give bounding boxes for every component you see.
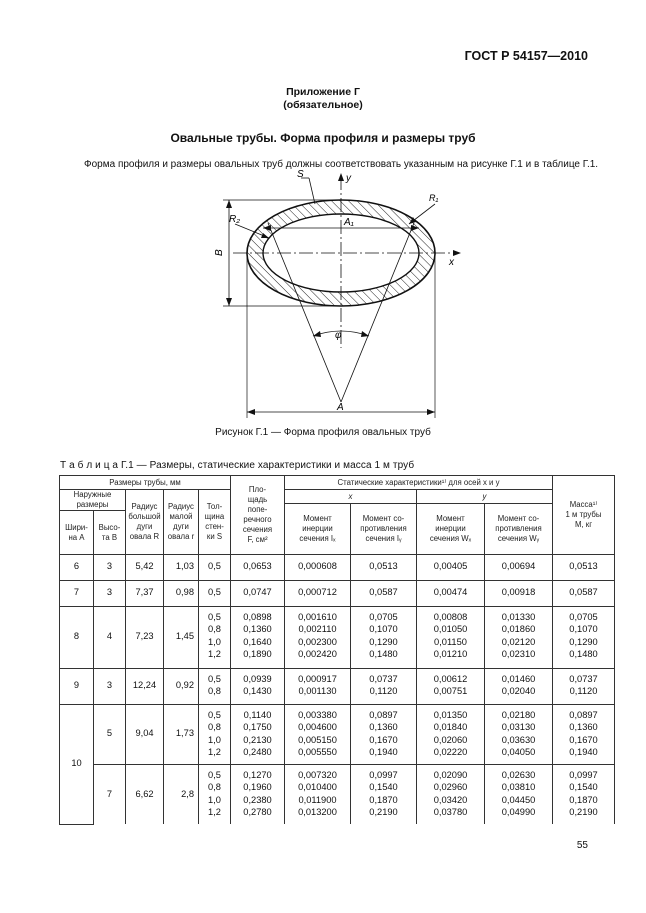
header-height: Высо- та B: [94, 511, 126, 555]
table-cell: 9: [60, 669, 94, 705]
header-ix: Момент инерции сечения Iₓ: [285, 504, 351, 555]
label-s: S: [297, 169, 304, 180]
table-cell: 0,0897 0,1360 0,1670 0,1940: [351, 705, 417, 765]
table-cell: 0,000608: [285, 555, 351, 581]
header-width: Шири- на A: [60, 511, 94, 555]
header-radius-big: Радиус большой дуги овала R: [126, 490, 164, 555]
figure-drawing-element: [247, 409, 255, 415]
table-cell: 0,1140 0,1750 0,2130 0,2480: [231, 705, 285, 765]
figure-drawing-element: [226, 200, 232, 208]
header-wy: Момент со- противления сечения Wᵧ: [485, 504, 553, 555]
table-cell: 0,00474: [417, 581, 485, 607]
table-cell: 8: [60, 607, 94, 669]
table-cell: 1,45: [164, 607, 199, 669]
table-cell: 0,00808 0,01050 0,01150 0,01210: [417, 607, 485, 669]
table-cell: 5,42: [126, 555, 164, 581]
table-cell: 0,000917 0,001130: [285, 669, 351, 705]
table-cell: 0,0997 0,1540 0,1870 0,2190: [351, 765, 417, 825]
label-x: x: [449, 257, 454, 268]
table-cell: 7,37: [126, 581, 164, 607]
table-cell: 0,1270 0,1960 0,2380 0,2780: [231, 765, 285, 825]
table-row: [60, 581, 615, 607]
table-cell: 0,92: [164, 669, 199, 705]
table-cell: 0,0513: [351, 555, 417, 581]
table-cell: 0,5 0,8 1,0 1,2: [199, 765, 231, 825]
table-cell: 5: [94, 705, 126, 765]
table-cell: 0,5: [199, 581, 231, 607]
table-row: [60, 555, 615, 581]
table-cell: 0,00405: [417, 555, 485, 581]
label-phi: φ: [335, 330, 342, 341]
header-thickness: Тол- щина стен- ки S: [199, 490, 231, 555]
header-static: Статические характеристики¹⁾ для осей x и y: [285, 476, 553, 490]
header-area: Пло- щадь попе- речного сечения F, см²: [231, 476, 285, 555]
table-cell: 3: [94, 669, 126, 705]
table-cell: 2,8: [164, 765, 199, 825]
table-cell: 7: [60, 581, 94, 607]
table-cell: 0,5 0,8 1,0 1,2: [199, 607, 231, 669]
table-cell: 1,03: [164, 555, 199, 581]
label-r1: R₁: [429, 193, 439, 203]
table-cell: 0,0513: [553, 555, 615, 581]
label-y: y: [346, 173, 351, 184]
table-cell: 0,02630 0,03810 0,04450 0,04990: [485, 765, 553, 825]
label-a1: A₁: [344, 217, 354, 228]
table-cell: 3: [94, 555, 126, 581]
table-cell: 0,0705 0,1070 0,1290 0,1480: [553, 607, 615, 669]
table-cell: 4: [94, 607, 126, 669]
table-row: [60, 669, 615, 705]
figure-drawing-element: [338, 173, 344, 181]
header-wx: Момент со- противления сечения Iᵧ: [351, 504, 417, 555]
table-cell: 0,01350 0,01840 0,02060 0,02220: [417, 705, 485, 765]
table-cell: 6,62: [126, 765, 164, 825]
table-cell: 0,02090 0,02960 0,03420 0,03780: [417, 765, 485, 825]
table-cell: 0,02180 0,03130 0,03630 0,04050: [485, 705, 553, 765]
table-row: [60, 607, 615, 669]
figure-drawing-element: [453, 250, 461, 256]
table-cell: 0,0737 0,1120: [553, 669, 615, 705]
table-cell: 0,00918: [485, 581, 553, 607]
table-cell: 7: [94, 765, 126, 825]
page-number: 55: [576, 840, 588, 851]
table-cell: 0,5 0,8 1,0 1,2: [199, 705, 231, 765]
header-radius-small: Радиус малой дуги овала r: [164, 490, 199, 555]
figure-drawing-element: [427, 409, 435, 415]
table-cell: 1,73: [164, 705, 199, 765]
pipe-dimensions-table: [59, 475, 615, 825]
figure-caption: Рисунок Г.1 — Форма профиля овальных труб: [215, 427, 431, 438]
table-cell: 0,5 0,8: [199, 669, 231, 705]
table-cell: 7,23: [126, 607, 164, 669]
table-cell: 0,0737 0,1120: [351, 669, 417, 705]
table-cell: 0,0587: [553, 581, 615, 607]
table-cell: 0,0997 0,1540 0,1870 0,2190: [553, 765, 615, 825]
header-dims: Размеры трубы, мм: [60, 476, 231, 490]
table-cell: 3: [94, 581, 126, 607]
table-caption: Т а б л и ц а Г.1 — Размеры, статические характеристики и масса 1 м труб: [60, 460, 415, 471]
section-title: Овальные трубы. Форма профиля и размеры труб: [170, 131, 476, 145]
table-cell: 0,00694: [485, 555, 553, 581]
table-cell: 9,04: [126, 705, 164, 765]
appendix-subtitle: (обязательное): [283, 99, 363, 111]
table-cell: 0,000712: [285, 581, 351, 607]
oval-tube-figure: [205, 168, 475, 420]
header-outer: Наружные размеры: [60, 490, 126, 511]
appendix-title: Приложение Г: [286, 86, 360, 98]
header-axis-y: y: [417, 490, 553, 504]
table-cell: 0,0587: [351, 581, 417, 607]
header-axis-x: x: [285, 490, 417, 504]
table-cell: 0,0705 0,1070 0,1290 0,1480: [351, 607, 417, 669]
table-cell: 0,98: [164, 581, 199, 607]
table-cell: 0,00612 0,00751: [417, 669, 485, 705]
table-cell: 0,001610 0,002110 0,002300 0,002420: [285, 607, 351, 669]
table-row: [60, 705, 615, 765]
table-row: [60, 765, 615, 825]
label-b: B: [214, 249, 225, 256]
label-a: A: [337, 402, 344, 413]
intro-paragraph: Форма профиля и размеры овальных труб должны соответствовать указанным на рисунке Г.1 и в таблице Г.1.: [84, 159, 599, 170]
table-cell: 0,01460 0,02040: [485, 669, 553, 705]
table-cell: 0,5: [199, 555, 231, 581]
table-cell: 0,003380 0,004600 0,005150 0,005550: [285, 705, 351, 765]
table-cell: 0,01330 0,01860 0,02120 0,02310: [485, 607, 553, 669]
table-cell: 12,24: [126, 669, 164, 705]
document-code: ГОСТ Р 54157—2010: [464, 49, 588, 63]
figure-drawing-element: [313, 331, 321, 337]
table-cell: 0,0653: [231, 555, 285, 581]
label-r2: R₂: [229, 214, 241, 225]
table-cell: 0,007320 0,010400 0,011900 0,013200: [285, 765, 351, 825]
table-cell: 6: [60, 555, 94, 581]
header-mass: Масса¹⁾ 1 м трубы M, кг: [553, 476, 615, 555]
figure-drawing-element: [361, 331, 369, 337]
table-cell: 0,0747: [231, 581, 285, 607]
header-iy: Момент инерции сечения Wₓ: [417, 504, 485, 555]
table-cell: 0,0939 0,1430: [231, 669, 285, 705]
figure-drawing-element: [226, 298, 232, 306]
table-cell: 0,0897 0,1360 0,1670 0,1940: [553, 705, 615, 765]
table-cell: 0,0898 0,1360 0,1640 0,1890: [231, 607, 285, 669]
table-cell: 10: [60, 705, 94, 825]
